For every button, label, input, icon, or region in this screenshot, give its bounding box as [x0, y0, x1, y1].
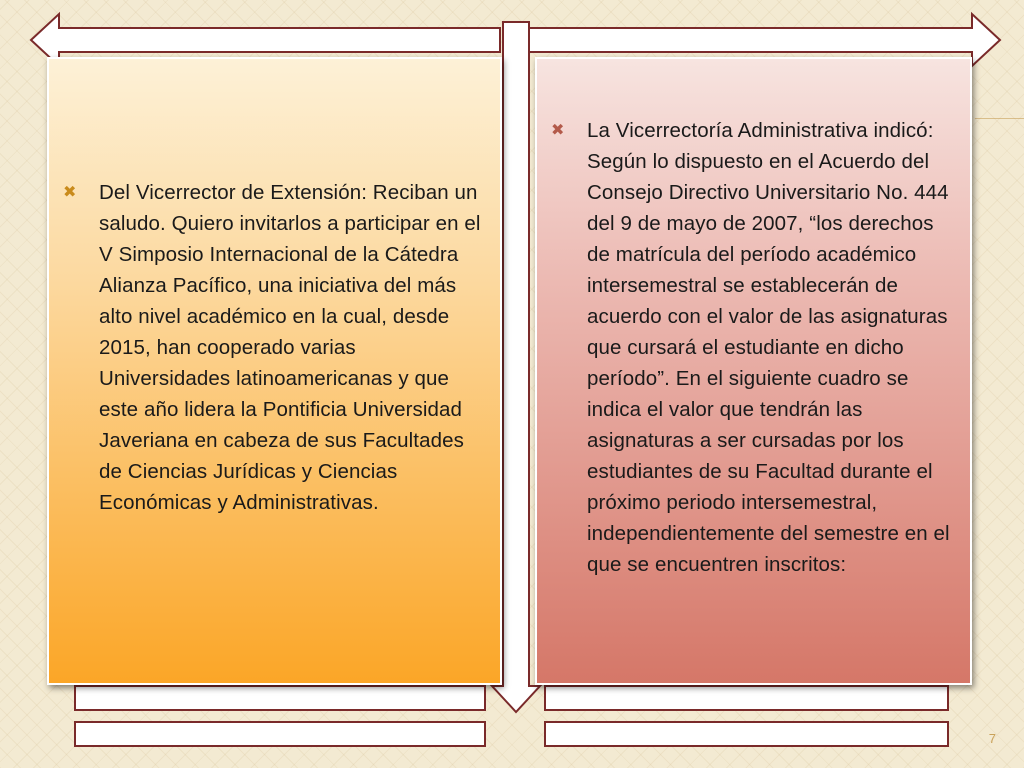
bottom-bar-left-1	[75, 686, 485, 710]
right-content-panel	[535, 57, 972, 685]
left-content-panel	[47, 57, 502, 685]
left-bullet-item	[61, 177, 491, 518]
bottom-bar-right-1	[545, 686, 948, 710]
bottom-bar-left-2	[75, 722, 485, 746]
right-panel-text: La Vicerrectoría Administrativa indicó: Según lo dispuesto en el Acuerdo del Consejo Directivo Universitario No. 444 del 9 de mayo de 2007, “los derechos de matrícula del período académico intersemestral se establecerán de acuerdo con el valor de las asignaturas que cursará el estudiante en dicho período”. En el siguiente cuadro se indica el valor que tendrán las asignaturas a ser cursadas por los estudiantes de su Facultad durante el próximo periodo intersemestral, independientemente del semestre en el que se encuentren inscritos:	[587, 119, 950, 576]
left-panel-text: Del Vicerrector de Extensión: Reciban un saludo. Quiero invitarlos a participar en el V Simposio Internacional de la Cátedra Alianza Pacífico, una iniciativa del más alto nivel académico en la cual, desde 2015, han cooperado varias Universidades latinoamericanas y que este año lidera la Pontificia Universidad Javeriana en cabeza de sus Facultades de Ciencias Jurídicas y Ciencias Económicas y Administrativas.	[99, 181, 481, 514]
page-number: 7	[988, 731, 996, 746]
x-bullet-icon: ✖	[551, 122, 565, 139]
x-bullet-icon: ✖	[63, 184, 77, 201]
bottom-bar-right-2	[545, 722, 948, 746]
right-bullet-item	[549, 115, 961, 580]
